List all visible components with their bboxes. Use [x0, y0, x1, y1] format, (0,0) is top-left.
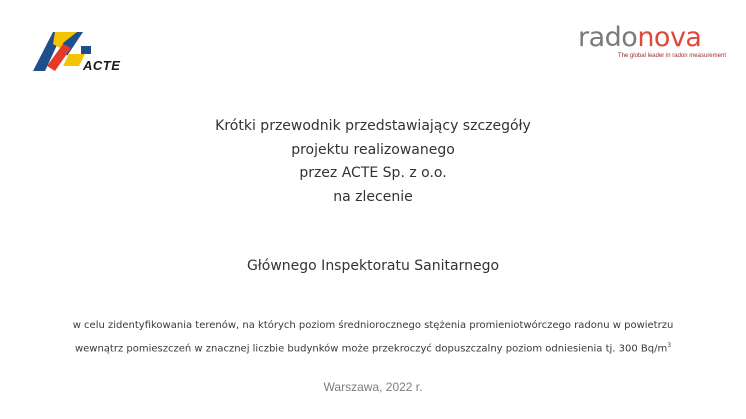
radonova-wordmark-grey: rado — [578, 22, 638, 53]
document-title — [0, 115, 746, 209]
acte-logo-text: ACTE — [83, 58, 121, 73]
purpose-line-2-text: wewnątrz pomieszczeń w znacznej liczbie budynków może przekroczyć dopuszczalny poziom odniesienia tj. 300 Bq/m — [74, 343, 668, 355]
radonova-wordmark-red: nova — [637, 22, 702, 53]
title-line-4: na zlecenie — [333, 188, 413, 205]
radonova-wordmark — [578, 24, 726, 51]
commissioning-authority: Głównego Inspektoratu Sanitarnego — [246, 258, 500, 274]
radonova-logo — [578, 24, 726, 66]
place-and-date: Warszawa, 2022 r. — [323, 380, 423, 394]
project-purpose — [0, 316, 746, 359]
purpose-line-1: w celu zidentyfikowania terenów, na których poziom średniorocznego stężenia promieniotwórczego radonu w powietrzu — [72, 320, 674, 331]
unit-exponent: 3 — [667, 342, 672, 349]
title-line-1: Krótki przewodnik przedstawiający szczegóły — [215, 118, 531, 134]
radonova-tagline: The global leader in radon measurement — [617, 53, 726, 59]
acte-logo — [33, 30, 129, 74]
purpose-line-2 — [0, 336, 746, 359]
title-line-3: przez ACTE Sp. z o.o. — [299, 165, 447, 181]
title-line-2: projektu realizowanego — [291, 141, 455, 158]
